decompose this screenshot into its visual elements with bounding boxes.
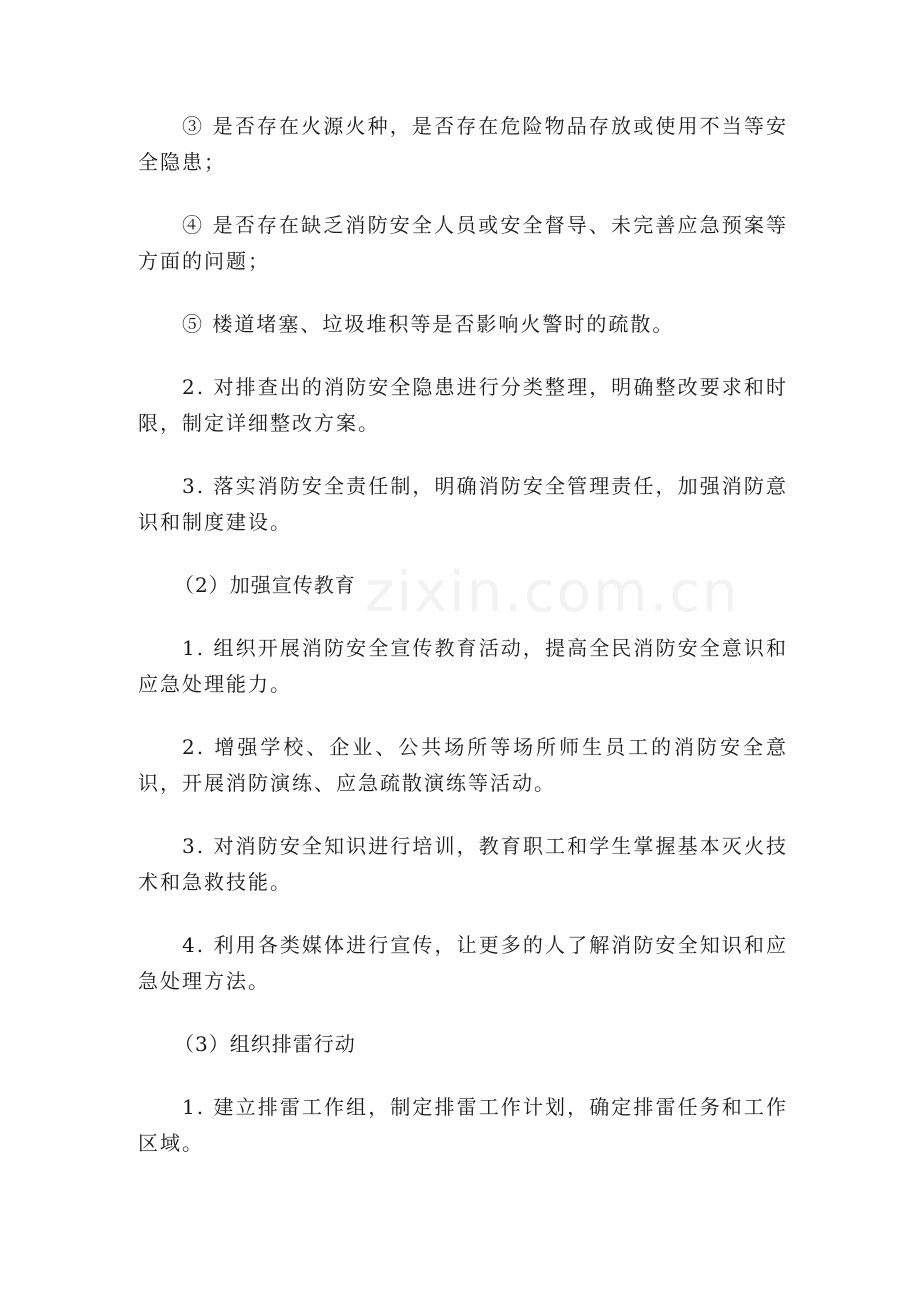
paragraph-point-2: 2. 对排查出的消防安全隐患进行分类整理，明确整改要求和时限，制定详细整改方案。	[138, 375, 788, 435]
section-heading-2: （2）加强宣传教育	[174, 573, 356, 597]
paragraph-education-3: 3. 对消防安全知识进行培训，教育职工和学生掌握基本灭火技术和急救技能。	[138, 834, 788, 894]
section-heading-3: （3）组织排雷行动	[174, 1032, 356, 1056]
paragraph-item-4: ④ 是否存在缺乏消防安全人员或安全督导、未完善应急预案等方面的问题；	[138, 213, 788, 273]
paragraph-education-4: 4. 利用各类媒体进行宣传，让更多的人了解消防安全知识和应急处理方法。	[138, 933, 788, 993]
paragraph-item-5: ⑤ 楼道堵塞、垃圾堆积等是否影响火警时的疏散。	[182, 312, 675, 336]
paragraph-demining-1: 1. 建立排雷工作组，制定排雷工作计划，确定排雷任务和工作区域。	[138, 1095, 788, 1155]
paragraph-education-2: 2. 增强学校、企业、公共场所等场所师生员工的消防安全意识，开展消防演练、应急疏散演练等活动。	[138, 735, 788, 795]
paragraph-education-1: 1. 组织开展消防安全宣传教育活动，提高全民消防安全意识和应急处理能力。	[138, 636, 788, 696]
document-body	[138, 108, 788, 1188]
paragraph-point-3: 3. 落实消防安全责任制，明确消防安全管理责任，加强消防意识和制度建设。	[138, 474, 788, 534]
watermark: zixin.com.cn	[365, 560, 740, 625]
paragraph-item-3: ③ 是否存在火源火种，是否存在危险物品存放或使用不当等安全隐患；	[138, 114, 788, 174]
